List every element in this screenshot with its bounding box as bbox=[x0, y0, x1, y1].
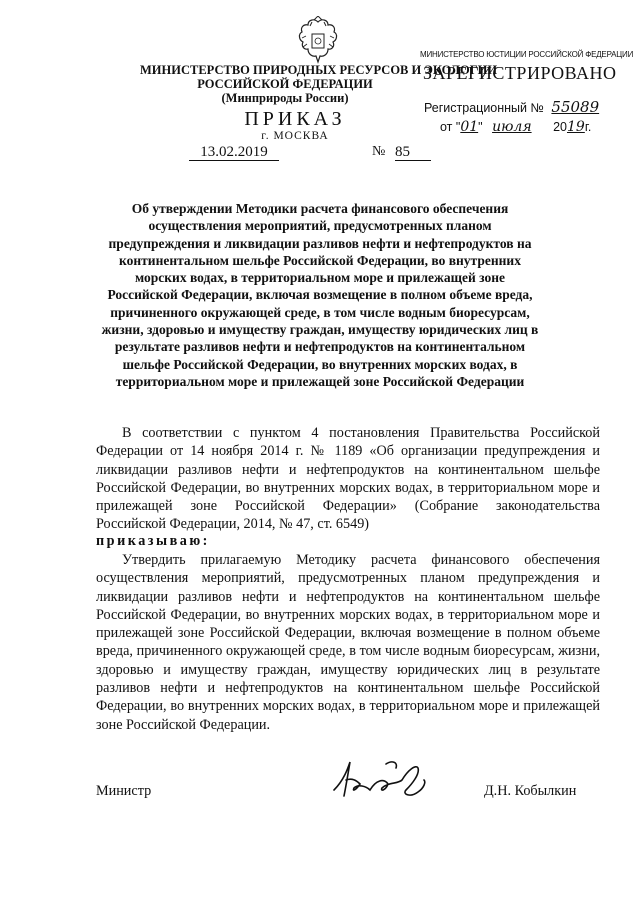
stamp-date-mid: " bbox=[478, 120, 483, 134]
ministry-short-name: (Минприроды России) bbox=[221, 91, 349, 105]
body-paragraph-2: Утвердить прилагаемую Методику расчета финансового обеспечения осуществления мероприятий, предусмотренных планом предупреждения и ликвидации разливов нефти и нефтепродуктов на континентальном шельфе Российской Федерации, во внутренних морских водах, в территориальном море и прилежащей зоне Российской Федерации, включая возмещение в полном объеме вреда, причиненного окружающей среде, в том числе водным биоресурсам, жизни, здоровью и имуществу граждан, имуществу юридических лиц в результате разливов нефти и нефтепродуктов на континентальном шельфе Российской Федерации, во внутренних морских водах, в территориальном море и прилежащей зоне Российской Федерации. bbox=[96, 552, 600, 733]
number-sign: № bbox=[372, 144, 386, 159]
stamp-registration-line bbox=[424, 98, 599, 116]
stamp-date-line bbox=[440, 119, 591, 135]
document-date: 13.02.2019 bbox=[189, 144, 279, 161]
stamp-date-year-prefix: 20 bbox=[553, 120, 567, 134]
stamp-reg-number: 55089 bbox=[551, 98, 600, 116]
coat-of-arms-icon bbox=[296, 16, 340, 68]
stamp-date-day: 01 bbox=[460, 119, 479, 135]
document-type: ПРИКАЗ bbox=[244, 108, 346, 130]
stamp-date-year-suffix: г. bbox=[584, 120, 592, 134]
signer-name: Д.Н. Кобылкин bbox=[484, 783, 577, 799]
document-city: г. МОСКВА bbox=[261, 130, 329, 142]
document-number: 85 bbox=[395, 144, 431, 161]
body-paragraph-1: В соответствии с пунктом 4 постановления Правительства Российской Федерации от 14 ноября 2014 г. № 1189 «Об организации предупреждения и ликвидации разливов нефти и нефтепродуктов на континентальном шельфе Российской Федерации, во внутренних морских водах, в территориальном море и прилежащей зоне Российской Федерации» (Собрание законодательства Российской Федерации, 2014, № 47, ст. 6549) bbox=[96, 425, 600, 533]
stamp-title: ЗАРЕГИСТРИРОВАНО bbox=[423, 63, 617, 83]
stamp-date-month: июля bbox=[492, 119, 532, 135]
stamp-date-year: 19 bbox=[566, 119, 585, 135]
document-title: Об утверждении Методики расчета финансового обеспечения осуществления мероприятий, предусмотренных планом предупреждения и ликвидации разливов нефти и нефтепродуктов на континентальном шельфе Российской Федерации, во внутренних морских водах, в территориальном море и прилежащей зоне Российской Федерации, включая возмещение в полном объеме вреда, причиненного окружающей среде, в том числе водным биоресурсам, жизни, здоровью и имуществу граждан, имуществу юридических лиц в результате разливов нефти и нефтепродуктов на континентальном шельфе Российской Федерации, во внутренних морских водах, в территориальном море и прилежащей зоне Российской Федерации bbox=[101, 201, 539, 389]
handwritten-signature-icon bbox=[326, 750, 436, 810]
stamp-date-prefix: от " bbox=[440, 120, 461, 134]
stamp-header: МИНИСТЕРСТВО ЮСТИЦИИ РОССИЙСКОЙ ФЕДЕРАЦИИ bbox=[420, 50, 634, 59]
directive-word: приказываю: bbox=[96, 533, 210, 549]
registration-stamp bbox=[420, 50, 634, 150]
ministry-name bbox=[140, 63, 498, 105]
ministry-line-1: МИНИСТЕРСТВО ПРИРОДНЫХ РЕСУРСОВ И ЭКОЛОГИИ bbox=[140, 63, 498, 77]
ministry-line-2: РОССИЙСКОЙ ФЕДЕРАЦИИ bbox=[197, 77, 373, 91]
signer-position: Министр bbox=[96, 783, 152, 799]
stamp-reg-label: Регистрационный № bbox=[424, 101, 544, 115]
